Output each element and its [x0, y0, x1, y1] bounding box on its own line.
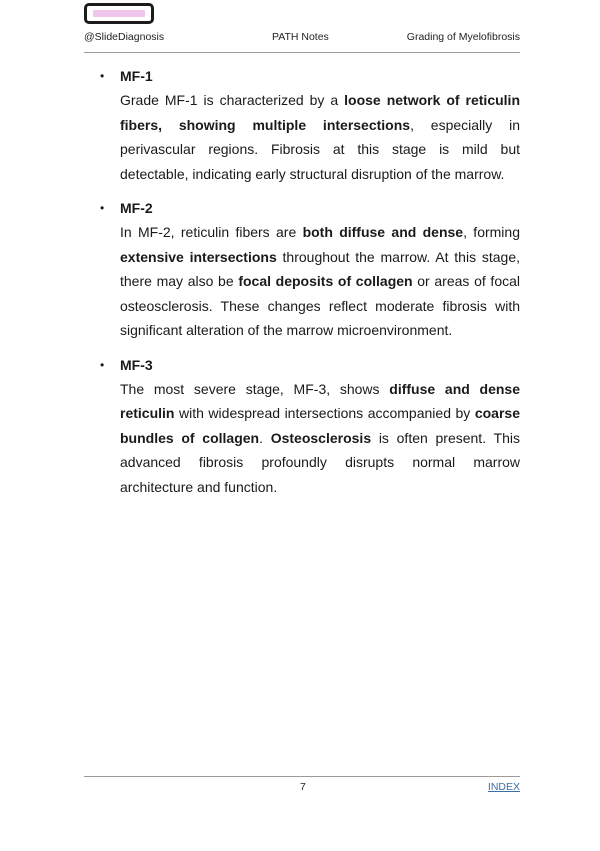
grade-title: MF-2: [120, 200, 153, 216]
text-segment: is often present. This advanced fibrosis profoundly disrupts normal marrow architecture and function.: [120, 429, 520, 495]
bold-text: focal deposits of collagen: [238, 273, 413, 289]
grade-item-mf3: [100, 353, 520, 500]
index-link[interactable]: INDEX: [487, 781, 520, 793]
bold-text: diffuse and dense reticulin: [120, 380, 520, 421]
logo: [84, 3, 154, 24]
text-segment: The most severe stage, MF-3, shows: [120, 380, 390, 397]
grade-description: [120, 88, 520, 186]
logo-fill: [93, 10, 145, 17]
grade-title: MF-1: [120, 68, 153, 84]
grade-title: MF-3: [120, 356, 153, 373]
header-divider: [84, 52, 520, 53]
text-segment: or areas of focal osteosclerosis. These changes reflect moderate fibrosis with significant alteration of the marrow microenvironment.: [120, 273, 521, 338]
bold-text: Osteosclerosis: [270, 429, 372, 446]
page-header: [84, 31, 520, 45]
header-center-text: PATH Notes: [272, 31, 329, 43]
bold-text: both diffuse and dense: [302, 224, 464, 240]
grade-description: [120, 377, 520, 500]
grade-item-mf1: [100, 64, 520, 186]
text-segment: .: [259, 429, 271, 446]
header-right-text: Grading of Myelofibrosis: [406, 31, 520, 43]
grade-description: [120, 220, 520, 343]
grade-item-mf2: [100, 196, 520, 343]
text-segment: throughout the marrow. At this stage, there may also be: [120, 248, 520, 289]
text-segment: with widespread intersections accompanied by: [174, 405, 475, 421]
text-segment: Grade MF-1 is characterized by a: [120, 92, 345, 108]
bullet-icon: •: [100, 357, 105, 372]
bold-text: extensive intersections: [120, 248, 277, 265]
header-left-text: @SlideDiagnosis: [84, 31, 165, 43]
text-segment: , especially in perivascular regions. Fibrosis at this stage is mild but detectable, indicating early structural disruption of the marrow.: [120, 116, 520, 182]
footer-divider: [84, 776, 520, 777]
bold-text: loose network of reticulin fibers, showing multiple intersections: [120, 92, 520, 133]
bold-text: coarse bundles of collagen: [120, 405, 520, 446]
bullet-icon: •: [100, 201, 105, 215]
page-number: 7: [300, 781, 306, 793]
bullet-icon: •: [100, 69, 105, 83]
text-segment: , forming: [463, 224, 520, 240]
grade-list: [100, 64, 520, 499]
text-segment: In MF-2, reticulin fibers are: [120, 224, 303, 240]
